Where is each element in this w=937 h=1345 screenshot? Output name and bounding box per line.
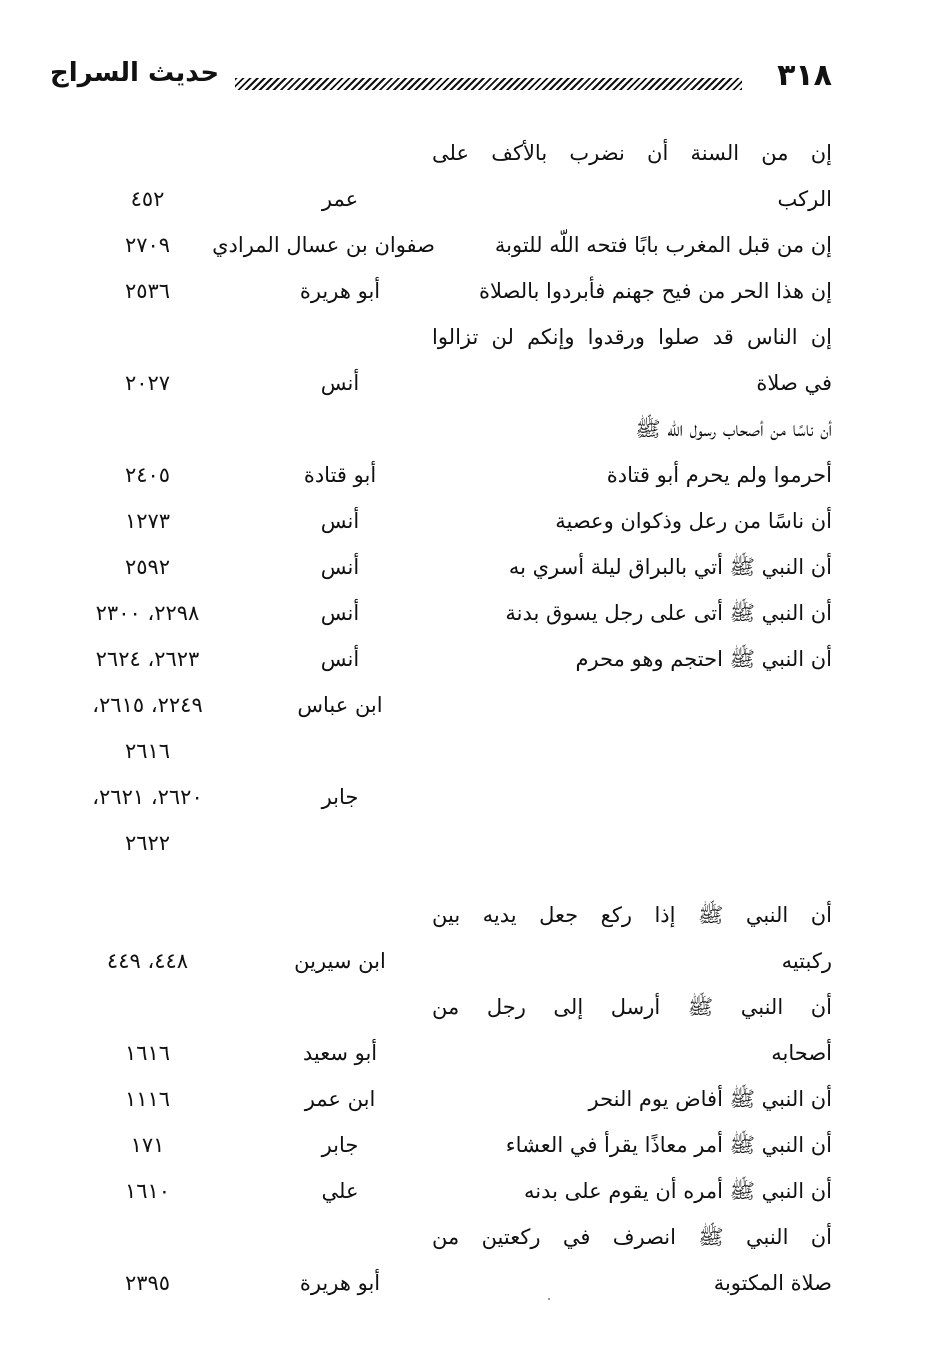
index-row bbox=[60, 682, 832, 728]
index-row bbox=[60, 176, 832, 222]
hadith-text: أن النبي ﷺ إذا ركع جعل يديه بين bbox=[432, 903, 832, 927]
narrator: ابن عمر bbox=[304, 1087, 376, 1111]
reference-numbers: ١١١٦ bbox=[124, 1087, 171, 1111]
narrator: جابر bbox=[321, 1133, 359, 1157]
index-row bbox=[60, 498, 832, 544]
index-row bbox=[60, 1122, 832, 1168]
narrator: أنس bbox=[320, 555, 360, 579]
narrator: أنس bbox=[320, 647, 360, 671]
index-row bbox=[60, 984, 832, 1030]
narrator: عمر bbox=[321, 187, 359, 211]
narrator: أبو قتادة bbox=[303, 463, 377, 487]
narrator: أبو هريرة bbox=[299, 279, 381, 303]
reference-numbers: ٢٣٩٥ bbox=[124, 1271, 171, 1295]
narrator: ابن سيرين bbox=[294, 949, 386, 973]
narrator: علي bbox=[321, 1179, 359, 1203]
hadith-text: في صلاة bbox=[756, 371, 832, 395]
hadith-text: إن من قبل المغرب بابًا فتحه اللّه للتوبة bbox=[494, 233, 832, 257]
reference-numbers: ١٢٧٣ bbox=[124, 509, 171, 533]
print-speck bbox=[548, 1298, 550, 1300]
hadith-text: أن النبي ﷺ انصرف في ركعتين من bbox=[432, 1225, 832, 1249]
index-row bbox=[60, 1214, 832, 1260]
index-row bbox=[60, 892, 832, 938]
reference-numbers: ٢٦٢٣، ٢٦٢٤ bbox=[95, 647, 200, 671]
narrator: أبو سعيد bbox=[302, 1041, 378, 1065]
reference-numbers: ٢٠٢٧ bbox=[124, 371, 171, 395]
narrator: أبو هريرة bbox=[299, 1271, 381, 1295]
reference-numbers: ١٧١ bbox=[130, 1133, 165, 1157]
hadith-text: أن النبي ﷺ احتجم وهو محرم bbox=[575, 647, 832, 671]
index-row bbox=[60, 590, 832, 636]
reference-numbers: ٢٦١٦ bbox=[124, 739, 171, 763]
hadith-text: إن الناس قد صلوا ورقدوا وإنكم لن تزالوا bbox=[432, 325, 832, 349]
hadith-text: أن النبي ﷺ أتى على رجل يسوق بدنة bbox=[505, 601, 832, 625]
index-row bbox=[60, 774, 832, 820]
hadith-index-list bbox=[60, 130, 832, 1306]
hadith-text: ركبتيه bbox=[781, 949, 832, 973]
index-row bbox=[60, 1076, 832, 1122]
narrator: صفوان بن عسال المرادي bbox=[212, 233, 435, 257]
hadith-text: الركب bbox=[777, 187, 832, 211]
hadith-text: إن هذا الحر من فيح جهنم فأبردوا بالصلاة bbox=[478, 279, 832, 303]
index-row bbox=[60, 636, 832, 682]
index-row bbox=[60, 130, 832, 176]
index-row bbox=[60, 314, 832, 360]
hadith-text: أحرموا ولم يحرم أبو قتادة bbox=[606, 463, 832, 487]
index-row bbox=[60, 1260, 832, 1306]
page-number: ٣١٨ bbox=[777, 58, 832, 93]
reference-numbers: ٤٥٢ bbox=[130, 187, 165, 211]
reference-numbers: ٢٢٩٨، ٢٣٠٠ bbox=[95, 601, 200, 625]
reference-numbers: ٢٤٠٥ bbox=[124, 463, 171, 487]
index-row bbox=[60, 544, 832, 590]
hadith-text: أن النبي ﷺ أرسل إلى رجل من bbox=[432, 995, 832, 1019]
reference-numbers: ٢٧٠٩ bbox=[124, 233, 171, 257]
index-row bbox=[60, 1030, 832, 1076]
reference-numbers: ٤٤٨، ٤٤٩ bbox=[106, 949, 189, 973]
reference-numbers: ٢٢٤٩، ٢٦١٥، bbox=[92, 693, 203, 717]
header-rule bbox=[235, 78, 742, 90]
index-row bbox=[60, 268, 832, 314]
reference-numbers: ٢٥٩٢ bbox=[124, 555, 171, 579]
hadith-text: صلاة المكتوبة bbox=[713, 1271, 832, 1295]
index-row bbox=[60, 360, 832, 406]
reference-numbers: ٢٥٣٦ bbox=[124, 279, 171, 303]
reference-numbers: ٢٦٢٠، ٢٦٢١، bbox=[92, 785, 203, 809]
index-row bbox=[60, 820, 832, 866]
reference-numbers: ٢٦٢٢ bbox=[124, 831, 171, 855]
index-row bbox=[60, 222, 832, 268]
hadith-text: أن النبي ﷺ أتي بالبراق ليلة أسري به bbox=[508, 555, 832, 579]
hadith-text: أن النبي ﷺ أفاض يوم النحر bbox=[588, 1087, 832, 1111]
narrator: أنس bbox=[320, 509, 360, 533]
index-row bbox=[60, 452, 832, 498]
hadith-text: أن النبي ﷺ أمر معاذًا يقرأ في العشاء bbox=[505, 1133, 832, 1157]
narrator: أنس bbox=[320, 601, 360, 625]
index-row bbox=[60, 1168, 832, 1214]
hadith-text: أصحابه bbox=[771, 1041, 832, 1065]
index-row bbox=[60, 728, 832, 774]
narrator: جابر bbox=[321, 785, 359, 809]
narrator: ابن عباس bbox=[297, 693, 383, 717]
narrator: أنس bbox=[320, 371, 360, 395]
reference-numbers: ١٦١٦ bbox=[124, 1041, 171, 1065]
hadith-text: أن ناسًا من أصحاب رسول اللّه ﷺ bbox=[635, 417, 832, 441]
index-row bbox=[60, 406, 832, 452]
index-row bbox=[60, 938, 832, 984]
hadith-text: إن من السنة أن نضرب بالأكف على bbox=[432, 141, 832, 165]
reference-numbers: ١٦١٠ bbox=[124, 1179, 171, 1203]
spacer bbox=[60, 866, 832, 892]
hadith-text: أن ناسًا من رعل وذكوان وعصية bbox=[555, 509, 832, 533]
page-header bbox=[50, 58, 832, 102]
hadith-text: أن النبي ﷺ أمره أن يقوم على بدنه bbox=[524, 1179, 832, 1203]
book-title: حديث السراج bbox=[50, 58, 220, 88]
